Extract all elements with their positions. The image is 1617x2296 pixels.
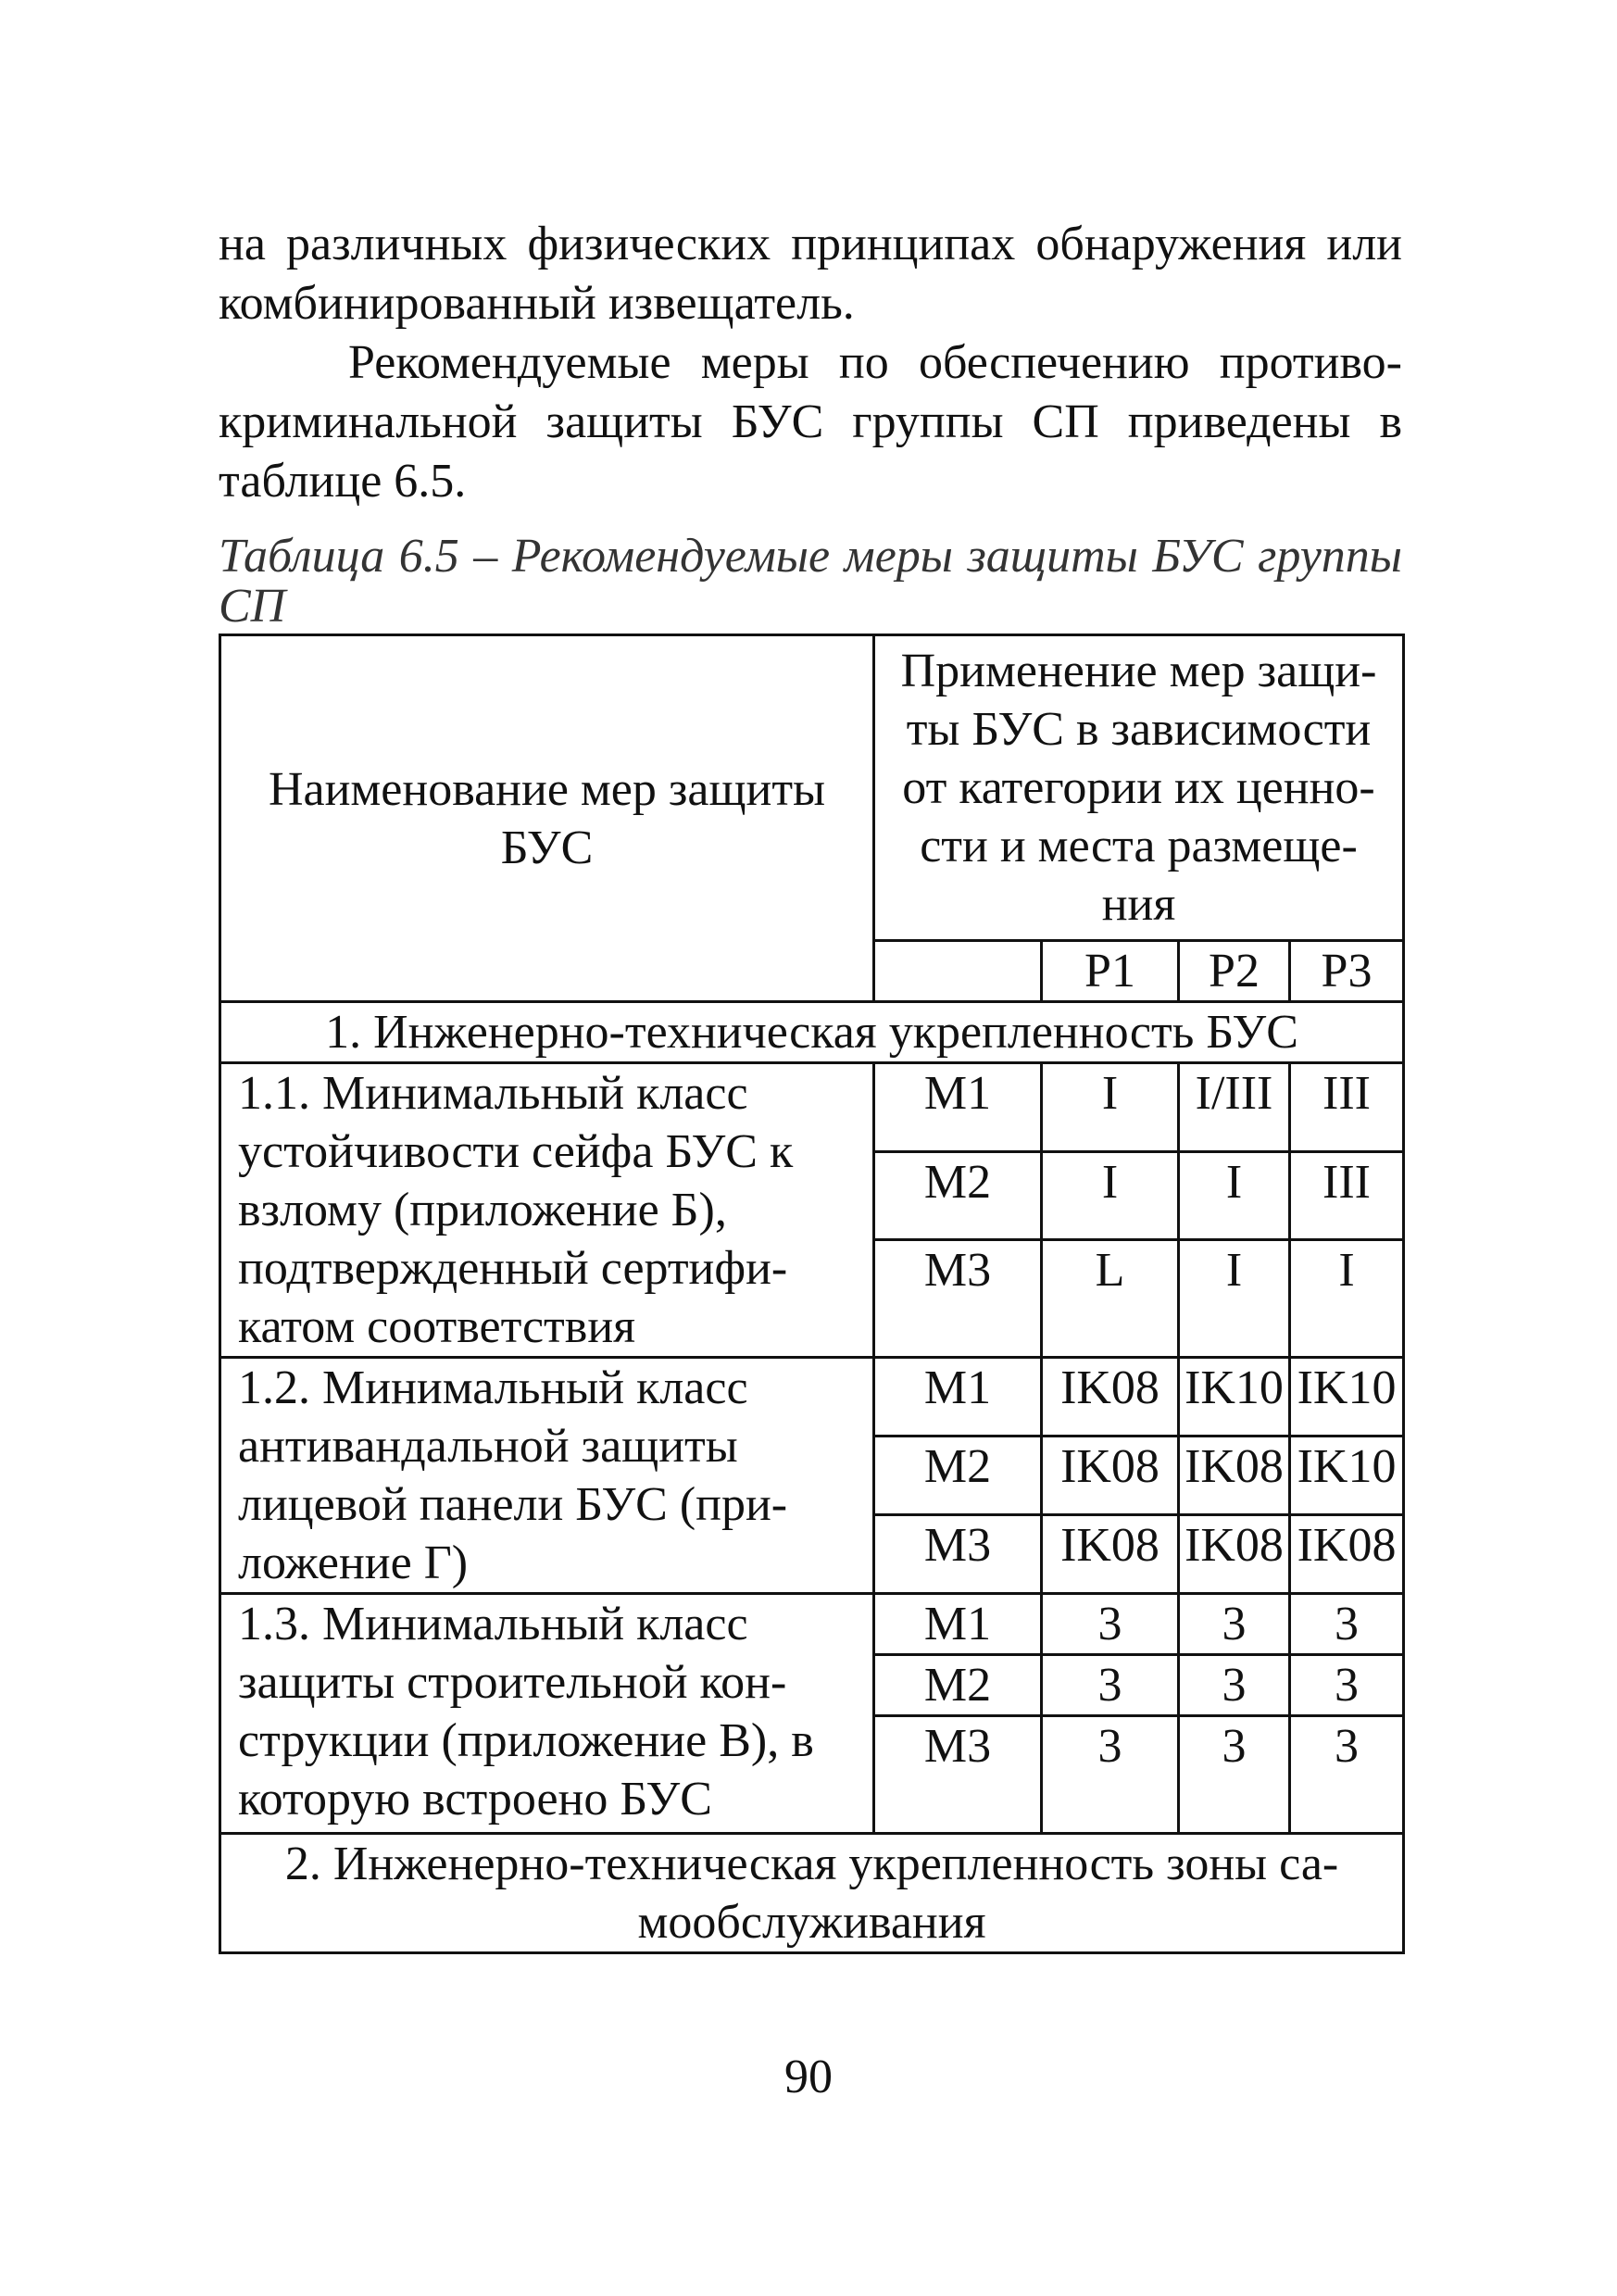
p2-cell: I/III [1179, 1063, 1290, 1152]
p2-cell: I [1179, 1151, 1290, 1240]
p2-cell: 3 [1179, 1655, 1290, 1716]
m-cell: М2 [874, 1655, 1042, 1716]
m-cell: М2 [874, 1437, 1042, 1515]
paragraph-2: Рекомендуемые меры по обеспечению противо-криминальной защиты БУС группы СП приведены в таблице 6.5. [219, 336, 1402, 508]
m-cell: М3 [874, 1515, 1042, 1594]
p1-cell: 3 [1042, 1655, 1179, 1716]
table-row [220, 1594, 1404, 1655]
table-row [220, 1358, 1404, 1437]
section-2: 2. Инженерно-техническая укрепленность зоны са-мообслуживания [220, 1834, 1404, 1953]
p3-cell: III [1290, 1063, 1404, 1152]
header-row [220, 635, 1404, 941]
p2-cell: 3 [1179, 1716, 1290, 1834]
m-cell: М1 [874, 1358, 1042, 1437]
p2-cell: IK08 [1179, 1437, 1290, 1515]
measure-name: 1.2. Минимальный класс антивандальной защиты лицевой панели БУС (при-ложение Г) [220, 1358, 874, 1594]
p3-cell: IK08 [1290, 1515, 1404, 1594]
header-p1: Р1 [1042, 941, 1179, 1002]
p1-cell: IK08 [1042, 1515, 1179, 1594]
p2-cell: 3 [1179, 1594, 1290, 1655]
p3-cell: I [1290, 1240, 1404, 1358]
p1-cell: IK08 [1042, 1437, 1179, 1515]
measure-name: 1.1. Минимальный класс устойчивости сейфа БУС к взлому (приложение Б), подтвержденный сертифи-катом соответствия [220, 1063, 874, 1358]
p1-cell: I [1042, 1063, 1179, 1152]
p3-cell: IK10 [1290, 1358, 1404, 1437]
m-cell: М1 [874, 1063, 1042, 1152]
table-row [220, 1063, 1404, 1152]
p3-cell: 3 [1290, 1655, 1404, 1716]
p1-cell: IK08 [1042, 1358, 1179, 1437]
p3-cell: 3 [1290, 1716, 1404, 1834]
p2-cell: IK08 [1179, 1515, 1290, 1594]
page-number: 90 [784, 2051, 833, 2103]
p2-cell: I [1179, 1240, 1290, 1358]
p1-cell: 3 [1042, 1716, 1179, 1834]
header-name: Наименование мер защиты БУС [220, 635, 874, 1002]
header-p2: Р2 [1179, 941, 1290, 1002]
measure-name: 1.3. Минимальный класс защиты строительной кон-струкции (приложение В), в которую встроено БУС [220, 1594, 874, 1834]
p1-cell: L [1042, 1240, 1179, 1358]
p2-cell: IK10 [1179, 1358, 1290, 1437]
p1-cell: 3 [1042, 1594, 1179, 1655]
paragraph-1: на различных физических принципах обнаружения или комбинированный извещатель. [219, 218, 1402, 330]
p3-cell: IK10 [1290, 1437, 1404, 1515]
page-content [219, 215, 1402, 1954]
p3-cell: III [1290, 1151, 1404, 1240]
m-cell: М3 [874, 1240, 1042, 1358]
header-application: Применение мер защи-ты БУС в зависимости от категории их ценно-сти и места размеще-ния [874, 635, 1404, 941]
m-cell: М1 [874, 1594, 1042, 1655]
table-caption: Таблица 6.5 – Рекомендуемые меры защиты БУС группы СП [219, 530, 1402, 633]
section-1: 1. Инженерно-техническая укрепленность БУС [220, 1002, 1404, 1063]
section-row [220, 1002, 1404, 1063]
section-row [220, 1834, 1404, 1953]
measures-table [219, 634, 1405, 1954]
header-m-empty [874, 941, 1042, 1002]
m-cell: М2 [874, 1151, 1042, 1240]
m-cell: М3 [874, 1716, 1042, 1834]
header-p3: Р3 [1290, 941, 1404, 1002]
p1-cell: I [1042, 1151, 1179, 1240]
p3-cell: 3 [1290, 1594, 1404, 1655]
